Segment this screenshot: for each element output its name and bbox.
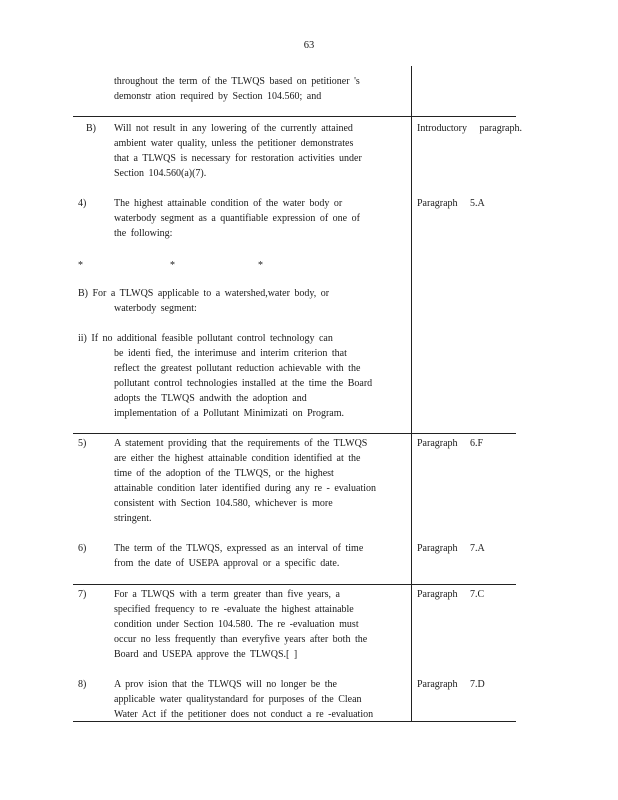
- row-divider: [73, 116, 516, 117]
- text-line: Board and USEPA approve the TLWQS.[ ]: [114, 649, 298, 660]
- text-line: Section 104.560(a)(7).: [114, 168, 207, 179]
- page-number: 63: [303, 40, 315, 51]
- omission-asterisk: *: [78, 260, 83, 271]
- text-line: attainable condition later identified during any re - evaluation: [114, 483, 377, 494]
- text-line: Water Act if the petitioner does not conduct a re -evaluation: [114, 709, 374, 720]
- text-line: that a TLWQS is necessary for restoration activities under: [114, 153, 362, 164]
- text-line: demonstr ation required by Section 104.560; and: [114, 91, 322, 102]
- item-4-text: [114, 196, 396, 241]
- item-6-reference: Paragraph 7.A: [417, 543, 485, 554]
- text-line: throughout the term of the TLWQS based on petitioner 's: [114, 76, 360, 87]
- text-line: time of the adoption of the TLWQS, or the highest: [114, 468, 334, 479]
- text-line: implementation of a Pollutant Minimizati on Program.: [114, 408, 345, 419]
- omission-asterisk: *: [258, 260, 263, 271]
- text-line: A statement providing that the requirements of the TLWQS: [114, 438, 368, 449]
- row-divider: [73, 433, 516, 434]
- item-4-label: 4): [78, 198, 87, 209]
- text-line: consistent with Section 104.580, whichever is more: [114, 498, 333, 509]
- text-line: waterbody segment:: [114, 303, 197, 314]
- item-6-text: [114, 541, 396, 571]
- text-line: specified frequency to re -evaluate the highest attainable: [114, 604, 354, 615]
- text-line: reflect the greatest pollutant reduction achievable with the: [114, 363, 361, 374]
- clause-ii-text: [78, 331, 372, 421]
- subsection-b-text: [78, 286, 329, 316]
- text-line: The term of the TLWQS, expressed as an interval of time: [114, 543, 364, 554]
- text-line: the following:: [114, 228, 173, 239]
- text-line: applicable water qualitystandard for purposes of the Clean: [114, 694, 362, 705]
- text-line: occur no less frequently than everyfive years after both the: [114, 634, 368, 645]
- item-7-text: [114, 587, 396, 662]
- item-4-reference: Paragraph 5.A: [417, 198, 485, 209]
- item-7-reference: Paragraph 7.C: [417, 589, 485, 600]
- item-8-text: [114, 677, 396, 722]
- text-line: be identi fied, the interimuse and interim criterion that: [114, 348, 347, 359]
- text-line: pollutant control technologies installed at the time the Board: [114, 378, 373, 389]
- row-divider: [73, 584, 516, 585]
- text-line: condition under Section 104.580. The re -evaluation must: [114, 619, 359, 630]
- item-b-text: [114, 121, 396, 181]
- text-line: A prov ision that the TLWQS will no longer be the: [114, 679, 337, 690]
- item-8-label: 8): [78, 679, 87, 690]
- item-6-label: 6): [78, 543, 87, 554]
- text-line: The highest attainable condition of the water body or: [114, 198, 343, 209]
- text-line: B) For a TLWQS applicable to a watershed,water body, or: [78, 288, 330, 299]
- item-5-label: 5): [78, 438, 87, 449]
- text-line: ambient water quality, unless the petitioner demonstrates: [114, 138, 354, 149]
- item-b-reference: Introductory paragraph.: [417, 123, 522, 134]
- item-5-reference: Paragraph 6.F: [417, 438, 484, 449]
- text-line: stringent.: [114, 513, 152, 524]
- column-divider: [411, 66, 412, 722]
- item-b-label: B): [86, 123, 96, 134]
- text-line: ii) If no additional feasible pollutant control technology can: [78, 333, 333, 344]
- text-line: For a TLWQS with a term greater than five years, a: [114, 589, 340, 600]
- text-line: adopts the TLWQS andwith the adoption and: [114, 393, 307, 404]
- continuation-text: [114, 74, 396, 104]
- item-8-reference: Paragraph 7.D: [417, 679, 485, 690]
- item-7-label: 7): [78, 589, 87, 600]
- item-5-text: [114, 436, 396, 526]
- text-line: from the date of USEPA approval or a specific date.: [114, 558, 340, 569]
- omission-asterisk: *: [170, 260, 175, 271]
- text-line: Will not result in any lowering of the currently attained: [114, 123, 353, 134]
- text-line: waterbody segment as a quantifiable expression of one of: [114, 213, 360, 224]
- text-line: are either the highest attainable condition identified at the: [114, 453, 361, 464]
